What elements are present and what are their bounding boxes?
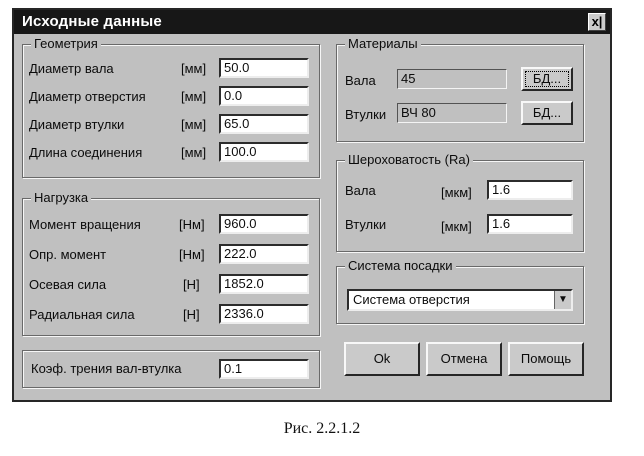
materials-legend: Материалы <box>345 36 421 51</box>
radial-force-label: Радиальная сила <box>29 307 135 322</box>
roughness-sleeve-label: Втулки <box>345 217 387 232</box>
ok-button[interactable]: Ok <box>344 342 420 376</box>
hole-diameter-label: Диаметр отверстия <box>29 89 146 104</box>
geometry-group <box>22 36 320 178</box>
torque-label: Момент вращения <box>29 217 141 232</box>
friction-label: Коэф. трения вал-втулка <box>31 361 182 376</box>
title-bar[interactable] <box>14 10 610 34</box>
hole-diameter-unit: [мм] <box>181 89 207 104</box>
fit-system-selected: Система отверстия <box>353 292 470 307</box>
shaft-diameter-input[interactable]: 50.0 <box>219 58 309 78</box>
tilting-moment-label: Опр. момент <box>29 247 107 262</box>
dialog-window <box>12 8 612 402</box>
fit-system-group <box>336 258 584 324</box>
material-sleeve-label: Втулки <box>345 107 387 122</box>
friction-group <box>22 350 320 388</box>
close-button[interactable]: x| <box>588 13 606 31</box>
roughness-sleeve-input[interactable]: 1.6 <box>487 214 573 234</box>
roughness-shaft-input[interactable]: 1.6 <box>487 180 573 200</box>
shaft-diameter-label: Диаметр вала <box>29 61 114 76</box>
hole-diameter-input[interactable]: 0.0 <box>219 86 309 106</box>
fit-system-legend: Система посадки <box>345 258 456 273</box>
window-title: Исходные данные <box>22 13 162 30</box>
material-shaft-label: Вала <box>345 73 376 88</box>
axial-force-unit: [Н] <box>183 277 200 292</box>
friction-input[interactable]: 0.1 <box>219 359 309 379</box>
material-shaft-value: 45 <box>397 69 507 89</box>
roughness-sleeve-unit: [мкм] <box>441 219 472 234</box>
torque-unit: [Нм] <box>179 217 205 232</box>
axial-force-label: Осевая сила <box>29 277 107 292</box>
material-sleeve-value: ВЧ 80 <box>397 103 507 123</box>
materials-group <box>336 36 584 142</box>
load-group <box>22 190 320 336</box>
chevron-down-icon[interactable]: ▼ <box>554 291 571 309</box>
radial-force-unit: [Н] <box>183 307 200 322</box>
joint-length-input[interactable]: 100.0 <box>219 142 309 162</box>
material-shaft-db-button[interactable]: БД... <box>521 67 573 91</box>
torque-input[interactable]: 960.0 <box>219 214 309 234</box>
fit-system-select[interactable] <box>347 289 573 311</box>
load-legend: Нагрузка <box>31 190 91 205</box>
tilting-moment-input[interactable]: 222.0 <box>219 244 309 264</box>
radial-force-input[interactable]: 2336.0 <box>219 304 309 324</box>
axial-force-input[interactable]: 1852.0 <box>219 274 309 294</box>
roughness-shaft-label: Вала <box>345 183 376 198</box>
sleeve-diameter-label: Диаметр втулки <box>29 117 125 132</box>
roughness-legend: Шероховатость (Ra) <box>345 152 473 167</box>
figure-caption: Рис. 2.2.1.2 <box>283 420 361 437</box>
sleeve-diameter-input[interactable]: 65.0 <box>219 114 309 134</box>
shaft-diameter-unit: [мм] <box>181 61 207 76</box>
sleeve-diameter-unit: [мм] <box>181 117 207 132</box>
help-button[interactable]: Помощь <box>508 342 584 376</box>
geometry-legend: Геометрия <box>31 36 101 51</box>
tilting-moment-unit: [Нм] <box>179 247 205 262</box>
material-sleeve-db-button[interactable]: БД... <box>521 101 573 125</box>
roughness-group <box>336 152 584 252</box>
joint-length-label: Длина соединения <box>29 145 143 160</box>
roughness-shaft-unit: [мкм] <box>441 185 472 200</box>
joint-length-unit: [мм] <box>181 145 207 160</box>
cancel-button[interactable]: Отмена <box>426 342 502 376</box>
